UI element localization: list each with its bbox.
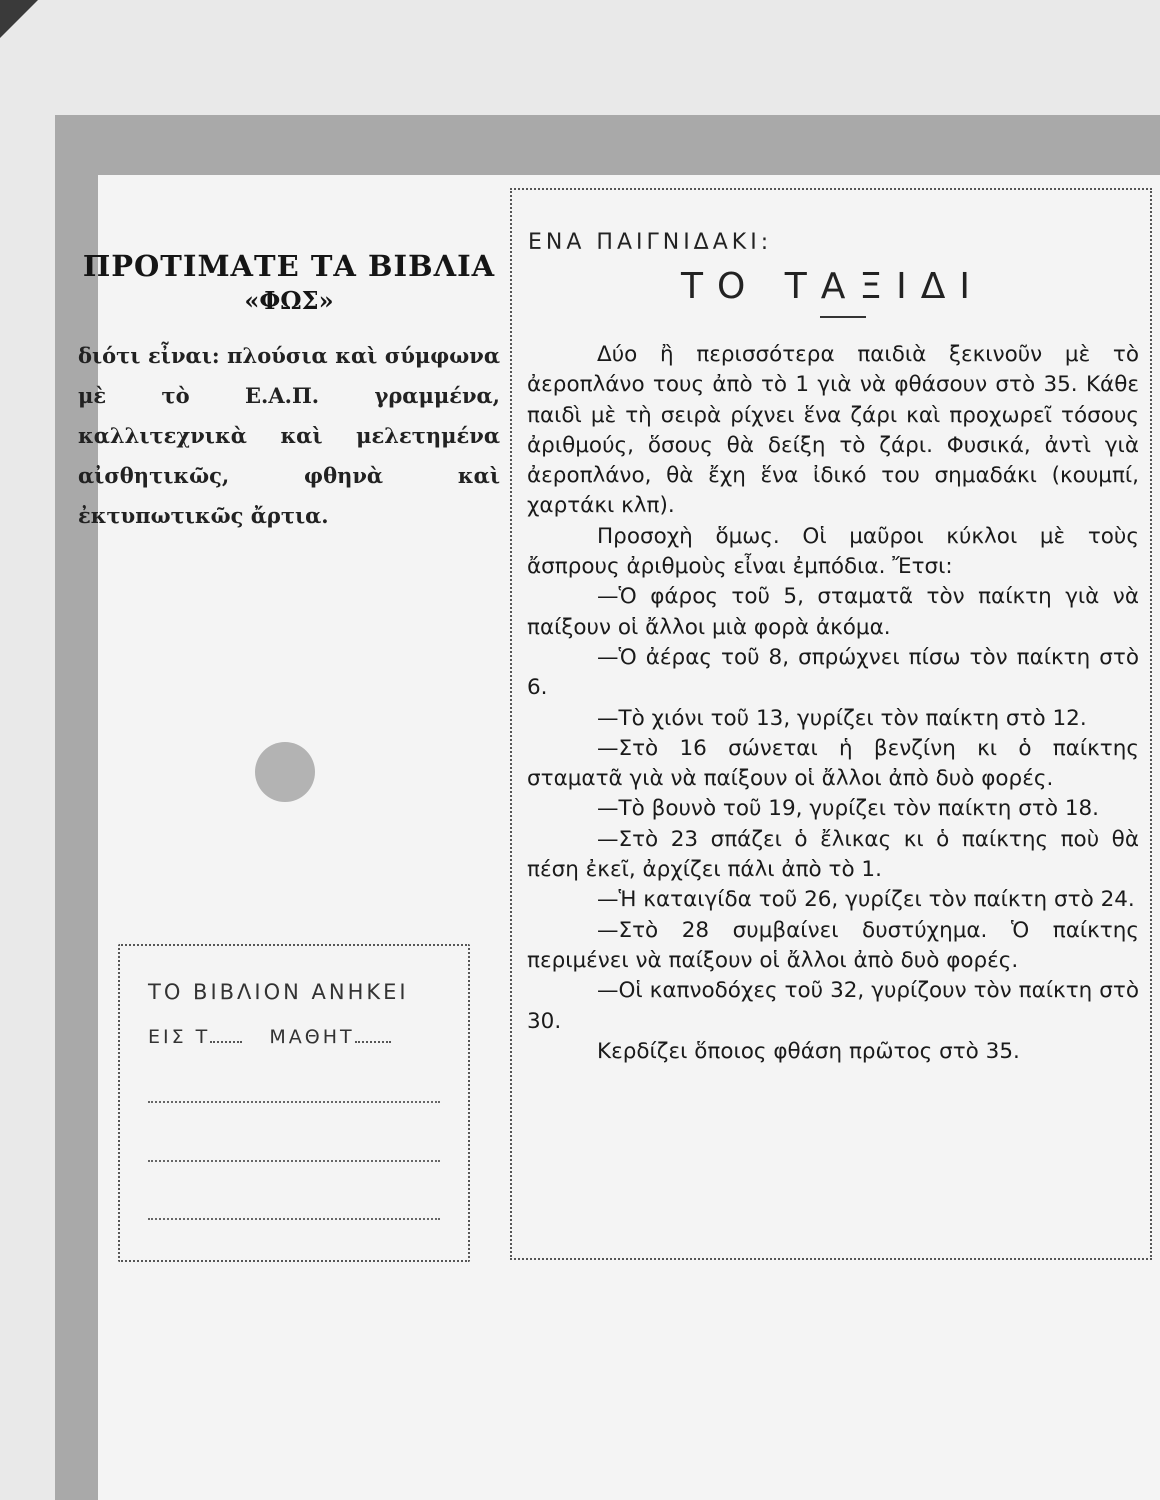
rules-paragraph: —Στὸ 16 σώνεται ἡ βενζίνη κι ὁ παίκτης σταματᾶ γιὰ νὰ παίξουν οἱ ἄλλοι ἀπὸ δυὸ φορές. (527, 735, 1139, 792)
title-divider (820, 316, 866, 318)
dotted-blank (355, 1027, 391, 1043)
owner-title: ΤΟ ΒΙΒΛΙΟΝ ΑΝΗΚΕΙ (148, 980, 409, 1004)
dotted-write-line (148, 1218, 440, 1220)
rules-paragraph: —Ἡ καταιγίδα τοῦ 26, γυρίζει τὸν παίκτη στὸ 24. (597, 887, 1135, 913)
rules-paragraph: —Οἱ καπνοδόχες τοῦ 32, γυρίζουν τὸν παίκτη στὸ 30. (527, 978, 1139, 1034)
rules-paragraph: Προσοχὴ ὅμως. Οἱ μαῦροι κύκλοι μὲ τοὺς ἄσπρους ἀριθμοὺς εἶναι ἐμπόδια. Ἔτσι: (527, 523, 1139, 580)
ad-body: διότι εἶναι: πλούσια καὶ σύμφωνα μὲ τὸ Ε.Α.Π. γραμμένα, καλλιτεχνικὰ καὶ μελετημένα αἰσθητικῶς, φθηνὰ καὶ ἐκτυπωτικῶς ἄρτια. (78, 343, 500, 528)
game-rules (527, 340, 1139, 1067)
rules-paragraph: —Στὸ 28 συμβαίνει δυστύχημα. Ὁ παίκτης περιμένει νὰ παίξουν οἱ ἄλλοι ἀπὸ δυὸ φορές. (527, 917, 1139, 973)
rules-paragraph: —Τὸ βουνὸ τοῦ 19, γυρίζει τὸν παίκτη στὸ 18. (597, 796, 1100, 822)
game-title: ΤΟ ΤΑΞΙΔΙ (681, 266, 984, 307)
book-advertisement (78, 248, 500, 536)
book-owner-box (118, 944, 470, 1262)
rules-paragraph: Κερδίζει ὅποιος φθάση πρῶτος στὸ 35. (597, 1038, 1020, 1064)
owner-line-part2: ΜΑΘΗΤ (269, 1026, 355, 1048)
owner-line-part1: ΕΙΣ Τ (148, 1026, 211, 1048)
rules-paragraph: Δύο ἢ περισσότερα παιδιὰ ξεκινοῦν μὲ τὸ ἀεροπλάνο τους ἀπὸ τὸ 1 γιὰ νὰ φθάσουν στὸ 35. Κάθε παιδὶ μὲ τὴ σειρὰ ρίχνει ἕνα ζάρι καὶ προχωρεῖ τόσους ἀριθμούς, ὅσους θὰ δείξη τὸ ζάρι. Φυσικά, ἀντὶ γιὰ ἀεροπλάνο, θὰ ἔχη ἕνα ἰδικό του σημαδάκι (κουμπί, χαρτάκι κλπ). (527, 342, 1139, 519)
rules-paragraph: —Ὁ ἀέρας τοῦ 8, σπρώχνει πίσω τὸν παίκτη στὸ 6. (527, 644, 1139, 701)
ad-heading: ΠΡΟΤΙΜΑΤΕ ΤΑ ΒΙΒΛΙΑ (82, 249, 496, 283)
ad-subheading: «ΦΩΣ» (244, 286, 334, 315)
game-kicker: ΕΝΑ ΠΑΙΓΝΙΔΑΚΙ: (528, 230, 773, 255)
gray-circle (255, 742, 315, 802)
dotted-write-line (148, 1160, 440, 1162)
dotted-blank (210, 1027, 242, 1043)
page-corner (0, 0, 38, 38)
rules-paragraph: —Στὸ 23 σπάζει ὁ ἔλικας κι ὁ παίκτης ποὺ θὰ πέση ἐκεῖ, ἀρχίζει πάλι ἀπὸ τὸ 1. (527, 826, 1139, 883)
dotted-write-line (148, 1101, 440, 1103)
owner-class-line (148, 1026, 444, 1048)
rules-paragraph: —Ὁ φάρος τοῦ 5, σταματᾶ τὸν παίκτη γιὰ νὰ παίξουν οἱ ἄλλοι μιὰ φορὰ ἀκόμα. (527, 584, 1139, 640)
rules-paragraph: —Τὸ χιόνι τοῦ 13, γυρίζει τὸν παίκτη στὸ 12. (597, 705, 1087, 731)
